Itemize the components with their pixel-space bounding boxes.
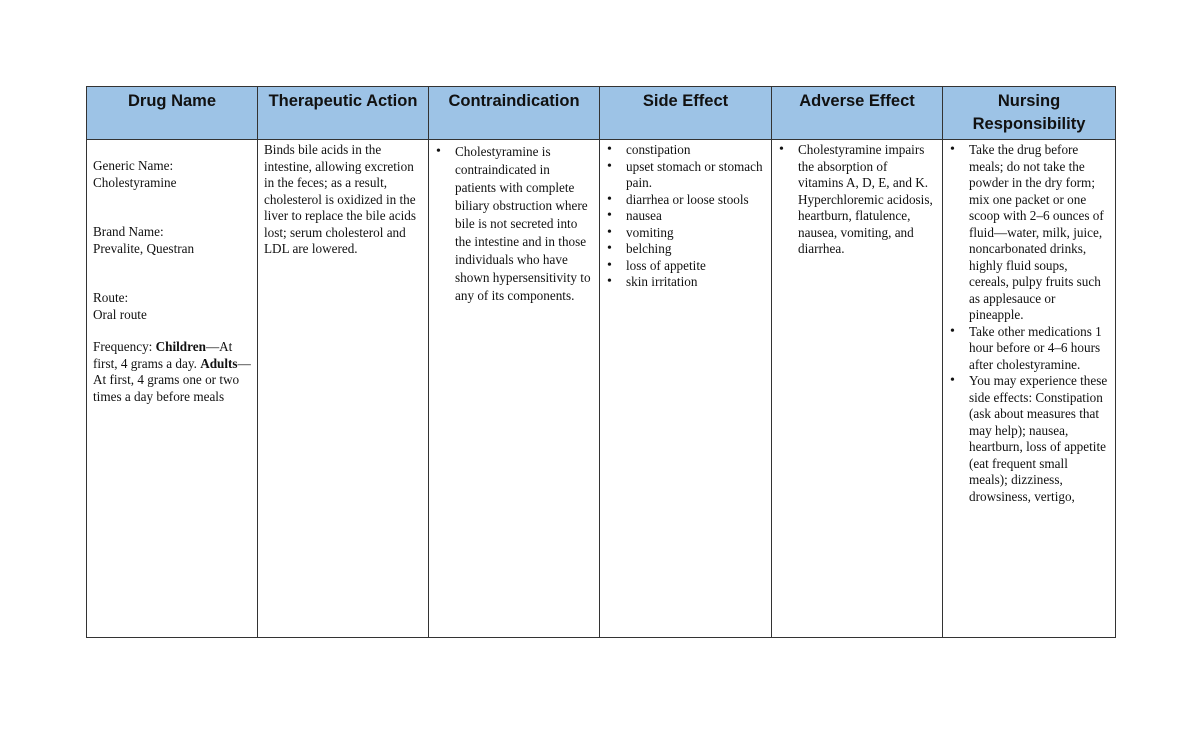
route-label: Route: (93, 290, 129, 305)
generic-name-label: Generic Name: (93, 158, 174, 173)
header-adverse-effect: Adverse Effect (772, 87, 943, 140)
header-nursing-line1: Nursing (997, 92, 1061, 110)
frequency-label: Frequency: (93, 339, 156, 354)
children-label: Children (155, 339, 206, 354)
header-side-effect: Side Effect (600, 87, 772, 140)
cell-contraindication (429, 140, 600, 638)
list-item: • skin irritation (606, 274, 765, 291)
header-drug-name: Drug Name (87, 87, 258, 140)
header-row (87, 87, 1116, 140)
list-item: • Take the drug before meals; do not take the powder in the dry form; mix one packet or one scoop with 2–6 ounces of fluid—water, milk, juice, noncarbonated drinks, highly fluid soups, cereals, pulpy fruits such as applesauce or pineapple. (949, 142, 1109, 324)
header-nursing-line2: Responsibility (972, 115, 1086, 133)
generic-name-value: Cholestyramine (93, 174, 177, 190)
cell-therapeutic-action (258, 140, 429, 638)
list-item: • You may experience these side effects: Constipation (ask about measures that may help); nausea, heartburn, loss of appetite (eat frequent small meals); dizziness, drowsiness, vertigo, (949, 373, 1109, 505)
header-contraindication: Contraindication (429, 87, 600, 140)
cell-side-effect (600, 140, 772, 638)
list-item: • Cholestyramine impairs the absorption of vitamins A, D, E, and K. Hyperchloremic acidosis, heartburn, flatulence, nausea, vomiting, and diarrhea. (778, 142, 936, 258)
route-value: Oral route (93, 306, 147, 322)
nursing-responsibility-list (949, 142, 1109, 505)
list-item: • belching (606, 241, 765, 258)
header-therapeutic-action: Therapeutic Action (258, 87, 429, 140)
header-nursing-responsibility (943, 87, 1116, 140)
list-item: • loss of appetite (606, 258, 765, 275)
side-effect-list (606, 142, 765, 291)
brand-name-label: Brand Name: (93, 224, 164, 239)
list-item: • vomiting (606, 225, 765, 242)
frequency-text (93, 339, 251, 405)
children-dose: —At first, 4 grams a day. (93, 339, 233, 371)
adults-label: Adults (200, 355, 238, 371)
cell-drug-name (87, 140, 258, 638)
brand-name-value: Prevalite, Questran (93, 240, 195, 256)
list-item: • nausea (606, 208, 765, 225)
cell-nursing-responsibility (943, 140, 1116, 638)
adults-dose: —At first, 4 grams one or two times a day before meals (93, 355, 251, 404)
table-row (87, 140, 1116, 638)
drug-study-table (86, 86, 1116, 638)
cell-adverse-effect (772, 140, 943, 638)
therapeutic-action-text: Binds bile acids in the intestine, allowing excretion in the feces; as a result, cholesterol is oxidized in the liver to replace the bile acids lost; serum cholesterol and LDL are lowered. (264, 142, 416, 256)
list-item: • diarrhea or loose stools (606, 192, 765, 209)
list-item: • Cholestyramine is contraindicated in patients with complete biliary obstruction where bile is not secreted into the intestine and in those individuals who have shown hypersensitivity to any of its components. (435, 143, 593, 305)
list-item: • constipation (606, 142, 765, 159)
adverse-effect-list (778, 142, 936, 258)
contraindication-list (435, 143, 593, 305)
list-item: • upset stomach or stomach pain. (606, 159, 765, 192)
list-item: • Take other medications 1 hour before or 4–6 hours after cholestyramine. (949, 324, 1109, 374)
